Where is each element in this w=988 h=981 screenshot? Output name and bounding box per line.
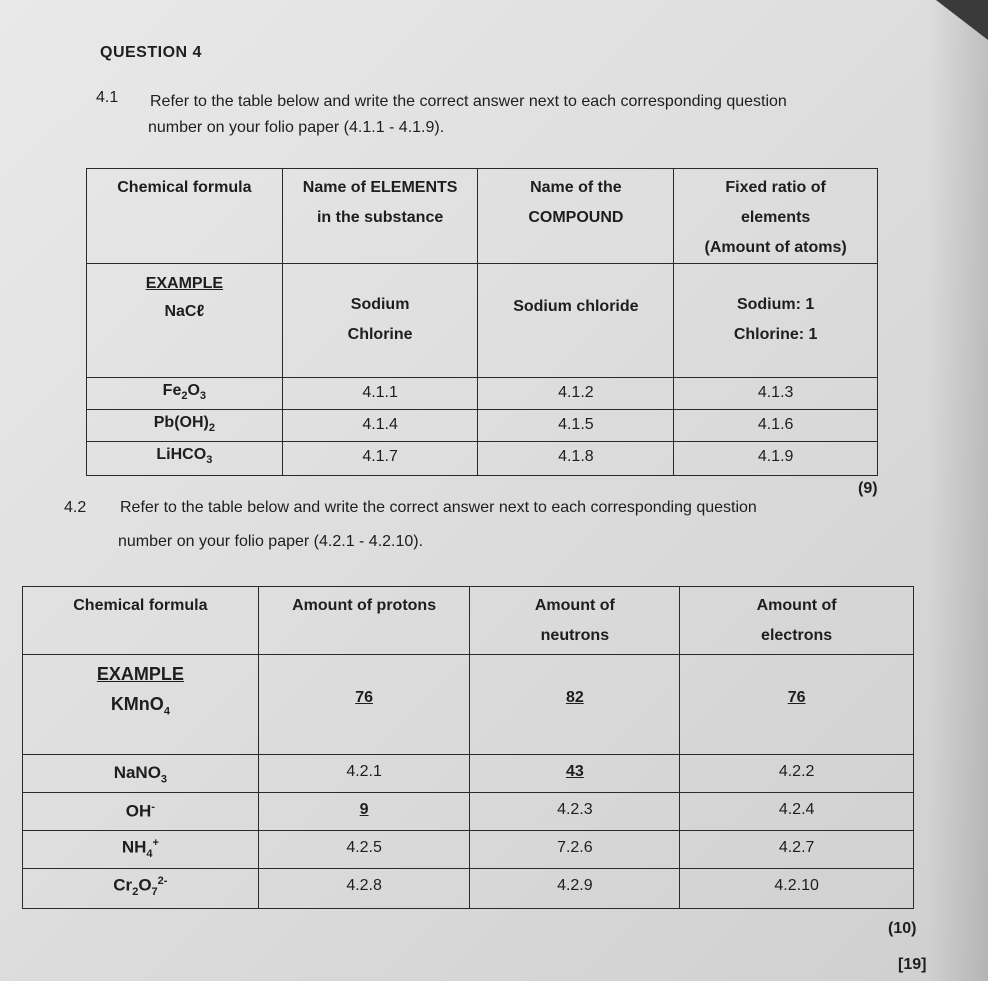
formula-nano3: NaNO$_3$ (23, 755, 259, 793)
instruction-4-2 (64, 496, 944, 556)
instruction-line-1: Refer to the table below and write the correct answer next to each corresponding question (150, 93, 787, 110)
answer-4-2-8: 4.2.8 (258, 869, 470, 909)
formula-fe2o3: $Fe_2O_3$ (87, 378, 283, 410)
answer-4-1-7: 4.1.7 (282, 442, 478, 476)
marks-4-2: (10) (888, 920, 917, 937)
formula-pboh2: $Pb(OH)_2$ (87, 410, 283, 442)
example-elements: Sodium Chlorine (282, 264, 478, 378)
instruction-line-2: number on your folio paper (4.1.1 - 4.1.9). (148, 119, 445, 136)
answer-4-2-6: 7.2.6 (470, 831, 680, 869)
example-formula: NaCℓ (164, 303, 205, 320)
table-row (23, 869, 914, 909)
answer-4-2-4: 4.2.4 (680, 793, 914, 831)
answer-4-2-9: 4.2.9 (470, 869, 680, 909)
answer-4-1-4: 4.1.4 (282, 410, 478, 442)
example-label: EXAMPLE (96, 664, 184, 684)
answer-4-1-1: 4.1.1 (282, 378, 478, 410)
answer-4-1-2: 4.1.2 (478, 378, 674, 410)
answer-4-2-10: 4.2.10 (680, 869, 914, 909)
given-neutrons-nano3: 43 (470, 755, 680, 793)
formula-nh4: $NH_4^+$ (23, 831, 259, 869)
table-4-2 (22, 586, 914, 909)
answer-4-2-1: 4.2.1 (258, 755, 470, 793)
table-row (87, 410, 878, 442)
example-ratio: Sodium: 1 Chlorine: 1 (674, 264, 878, 378)
answer-4-2-3: 4.2.3 (470, 793, 680, 831)
page-fold-shadow (928, 0, 988, 981)
total-marks: [19] (898, 956, 927, 973)
header-chemical-formula: Chemical formula (87, 169, 283, 264)
formula-cr2o7: $Cr_2O_7^{2-}$ (23, 869, 259, 909)
header-amount-of-electrons: Amount of electrons (680, 587, 914, 655)
example-cell (87, 264, 283, 378)
table-row (23, 793, 914, 831)
example-label: EXAMPLE (145, 275, 224, 292)
formula-oh: OH- (23, 793, 259, 831)
example-protons: 76 (258, 655, 470, 755)
table-header-row (87, 169, 878, 264)
header-chemical-formula: Chemical formula (23, 587, 259, 655)
example-electrons: 76 (680, 655, 914, 755)
given-protons-oh: 9 (258, 793, 470, 831)
table-header-row (23, 587, 914, 655)
question-title: QUESTION 4 (100, 44, 202, 61)
answer-4-1-9: 4.1.9 (674, 442, 878, 476)
question-number: 4.2 (64, 499, 87, 516)
header-name-of-elements: Name of ELEMENTS in the substance (282, 169, 478, 264)
answer-4-1-6: 4.1.6 (674, 410, 878, 442)
instruction-line-1: Refer to the table below and write the correct answer next to each corresponding question (120, 499, 757, 516)
question-number: 4.1 (96, 89, 119, 106)
instruction-4-1 (96, 86, 896, 142)
table-row (87, 442, 878, 476)
answer-4-1-5: 4.1.5 (478, 410, 674, 442)
answer-4-2-7: 4.2.7 (680, 831, 914, 869)
table-row (87, 264, 878, 378)
example-formula: KMnO$_4$ (110, 694, 170, 718)
marks-4-1: (9) (858, 480, 878, 497)
example-neutrons: 82 (470, 655, 680, 755)
instruction-line-2: number on your folio paper (4.2.1 - 4.2.10). (118, 533, 424, 550)
table-row (87, 378, 878, 410)
example-cell (23, 655, 259, 755)
header-amount-of-neutrons: Amount of neutrons (470, 587, 680, 655)
formula-lihco3: LiHCO$_3$ (87, 442, 283, 476)
answer-4-1-8: 4.1.8 (478, 442, 674, 476)
answer-4-2-5: 4.2.5 (258, 831, 470, 869)
header-name-of-compound: Name of the COMPOUND (478, 169, 674, 264)
answer-4-2-2: 4.2.2 (680, 755, 914, 793)
example-compound: Sodium chloride (478, 264, 674, 378)
header-amount-of-protons: Amount of protons (258, 587, 470, 655)
header-fixed-ratio: Fixed ratio of elements (Amount of atoms) (674, 169, 878, 264)
table-4-1 (86, 168, 878, 476)
table-row (23, 655, 914, 755)
table-row (23, 755, 914, 793)
table-row (23, 831, 914, 869)
answer-4-1-3: 4.1.3 (674, 378, 878, 410)
